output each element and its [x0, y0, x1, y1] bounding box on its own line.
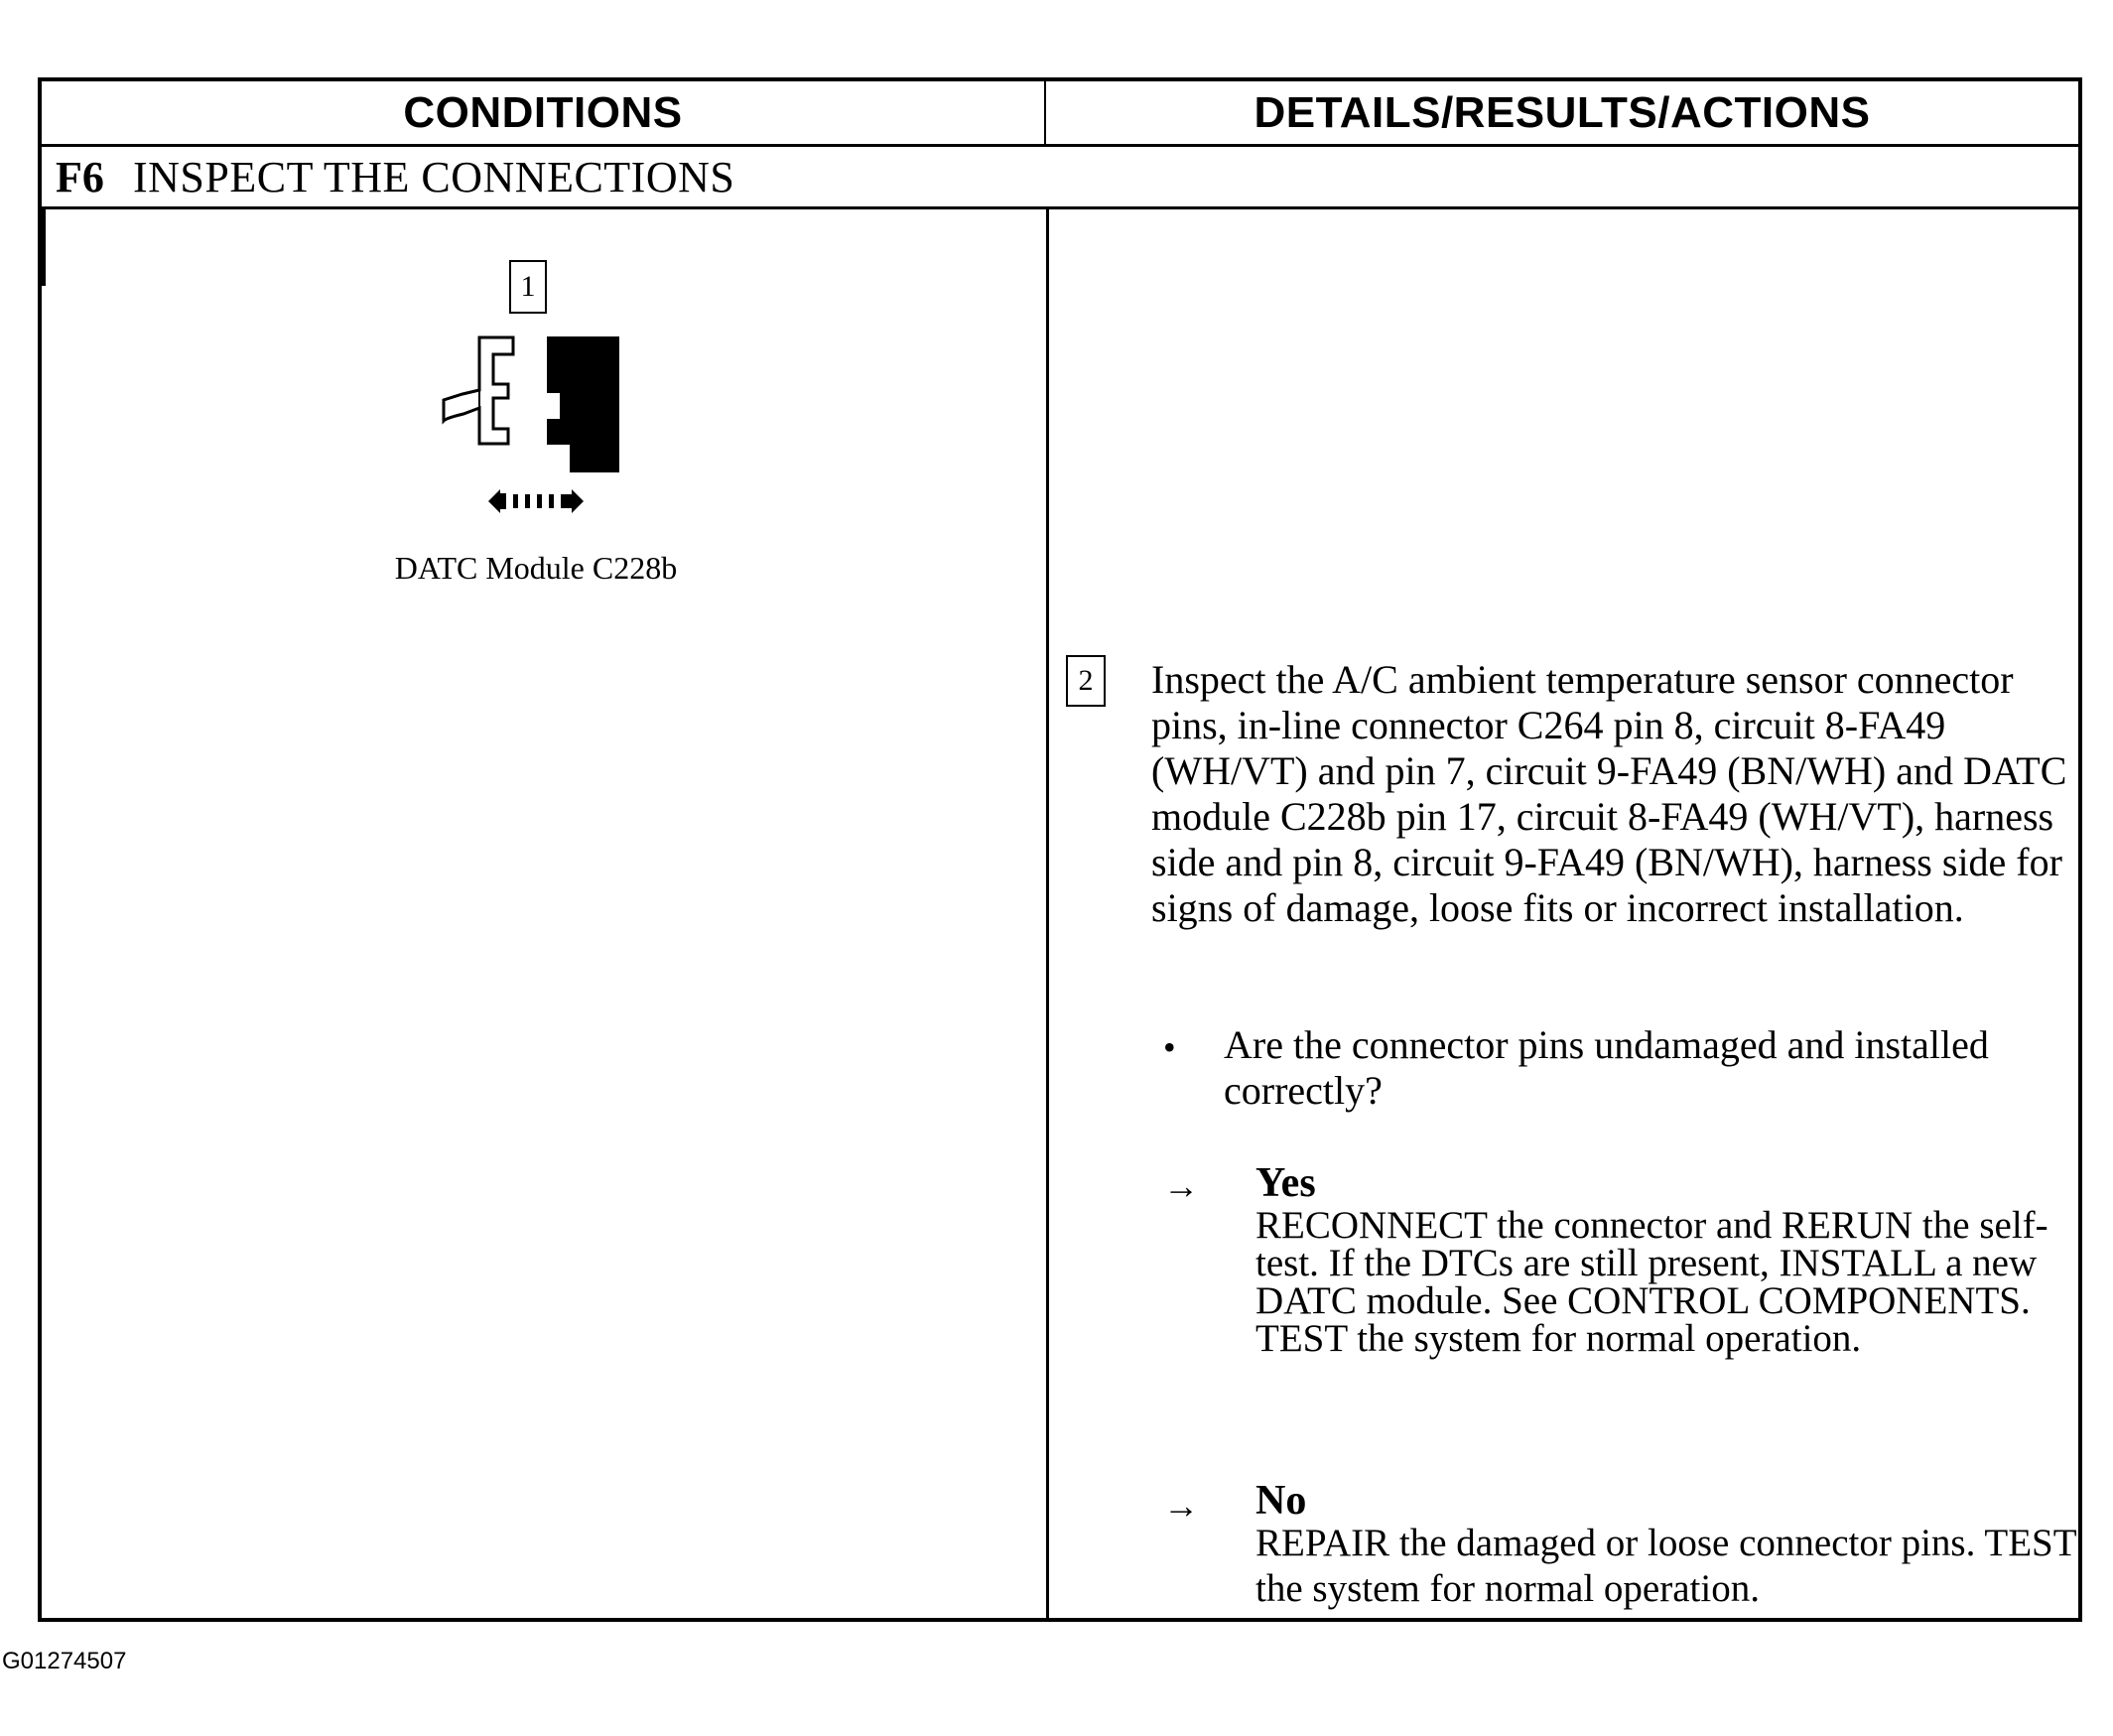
callout-2	[1066, 655, 1106, 707]
figure-id: G01274507	[2, 1648, 127, 1674]
yes-action-text: RECONNECT the connector and RERUN the self-test. If the DTCs are still present, INSTALL a new DATC module. See CONTROL COMPONENTS. TEST the system for normal operation.	[1255, 1204, 2048, 1360]
no-label: No	[1255, 1478, 1307, 1524]
bullet-icon: •	[1163, 1027, 1176, 1067]
left-edge-mark	[42, 206, 46, 286]
callout-1-label: 1	[520, 270, 536, 303]
step-title: INSPECT THE CONNECTIONS	[133, 152, 735, 201]
no-arrow-icon: →	[1163, 1486, 1199, 1526]
callout-1	[509, 260, 547, 314]
connector-disconnect-icon	[437, 333, 635, 531]
question-text: Are the connector pins undamaged and installed correctly?	[1224, 1022, 1989, 1113]
double-arrow-icon	[488, 489, 584, 513]
yes-label: Yes	[1255, 1160, 1316, 1206]
no-action-text: REPAIR the damaged or loose connector pins. TEST the system for normal operation.	[1255, 1522, 2076, 1610]
step-number: F6	[56, 152, 104, 201]
diagram-caption: DATC Module C228b	[394, 550, 678, 586]
instruction-text: Inspect the A/C ambient temperature sensor connector pins, in-line connector C264 pin 8, circuit 8-FA49 (WH/VT) and pin 7, circuit 9-FA49 (BN/WH) and DATC module C228b pin 17, circuit 8-FA49 (WH/VT), harness side and pin 8, circuit 9-FA49 (BN/WH), harness side for signs of damage, loose fits or incorrect installation.	[1151, 657, 2067, 930]
connector-half-right	[548, 337, 618, 471]
callout-2-label: 2	[1078, 664, 1094, 697]
yes-arrow-icon: →	[1163, 1166, 1199, 1206]
step-heading-row	[42, 147, 2078, 209]
details-header: DETAILS/RESULTS/ACTIONS	[1254, 87, 1871, 137]
table-header-row	[42, 81, 2078, 147]
column-divider	[1046, 206, 1049, 1618]
conditions-header: CONDITIONS	[42, 81, 1046, 144]
